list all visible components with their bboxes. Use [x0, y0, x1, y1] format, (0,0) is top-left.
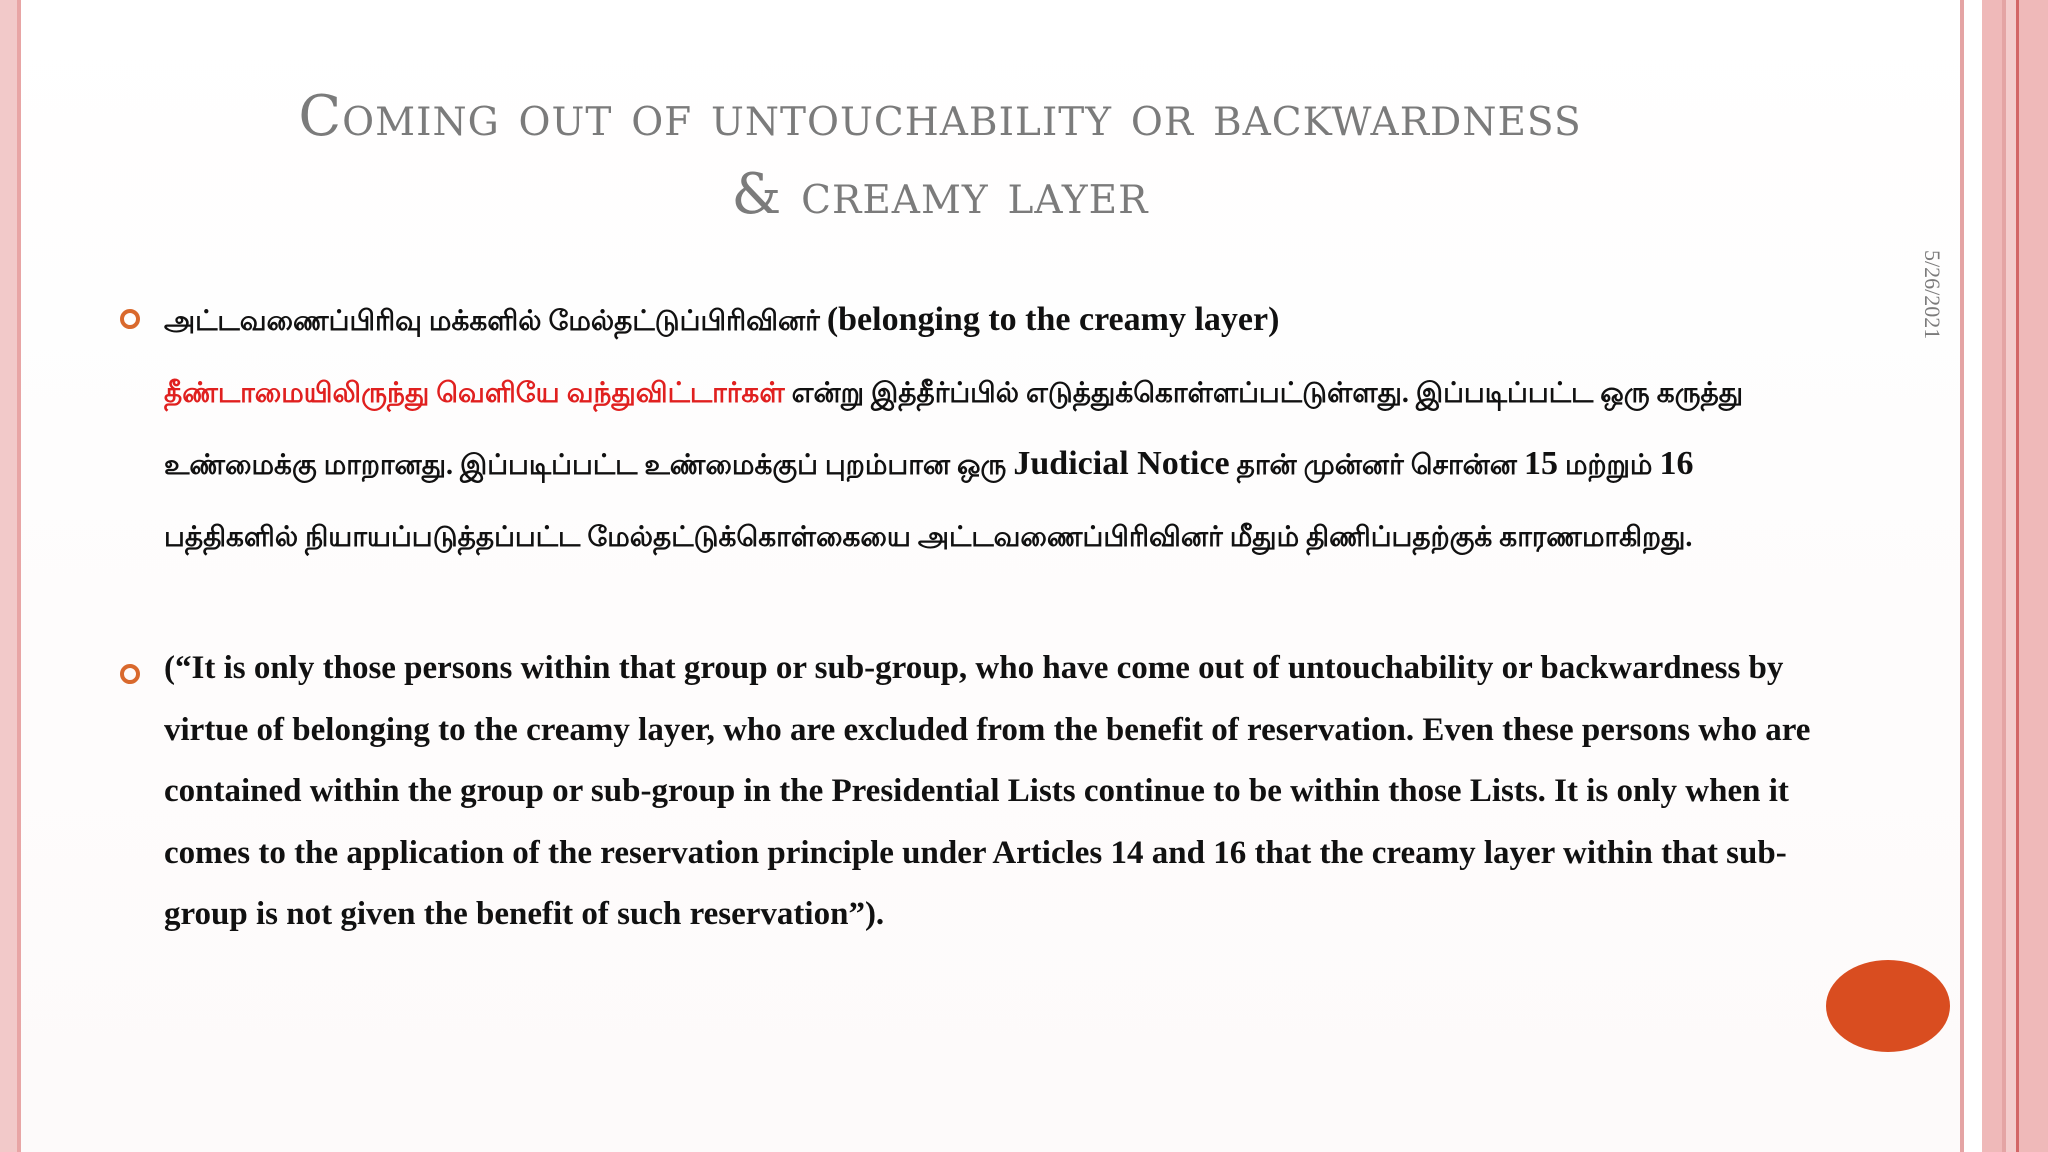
bullet-circle-icon — [120, 309, 140, 329]
slide-title-line-1: Coming out of untouchability or backwardness — [298, 84, 1582, 149]
bullet-paragraph-tamil — [164, 285, 1824, 573]
decorative-oval — [1826, 960, 1950, 1052]
tamil-text: தான் முன்னர் சொன்ன — [1229, 450, 1524, 481]
tamil-text: என்று இத்தீர்ப்பில் எடுத்துக்கொள்ளப்பட்டுள்ளது. இப்படிப்பட்ட ஒரு கருத்து உண்மைக்கு மாறானது. இப்படிப்பட்ட உண்மைக்குப் புறம்பான ஒரு — [164, 378, 1744, 481]
english-text: (belonging to the creamy layer) — [826, 301, 1280, 338]
tamil-text: மற்றும் — [1557, 450, 1660, 481]
right-stripe-band — [2006, 0, 2016, 1152]
number-text: 16 — [1659, 445, 1694, 482]
bullet-paragraph-quote: (“It is only those persons within that group or sub-group, who have come out of untouchability or backwardness by virtue of belonging to the creamy layer, who are excluded from the benefit of reservation. Even these persons who are contained within the group or sub-group in the Presidential Lists continue to be within those Lists. It is only when it comes to the application of the reservation principle under Articles 14 and 16 that the creamy layer within that sub-group is not given the benefit of such reservation”). — [164, 650, 1811, 932]
right-stripe-band — [1982, 0, 2002, 1152]
highlighted-tamil-text: தீண்டாமையிலிருந்து வெளியே வந்துவிட்டார்கள் — [164, 378, 785, 409]
left-border-line — [17, 0, 21, 1152]
right-stripe-gap — [1964, 0, 1982, 1152]
tamil-text: அட்டவணைப்பிரிவு மக்களில் மேல்தட்டுப்பிரிவினர் — [164, 306, 827, 337]
number-text: 15 — [1523, 445, 1558, 482]
right-stripe-band — [2019, 0, 2048, 1152]
slide-title — [130, 78, 1750, 234]
english-text: Judicial Notice — [1013, 445, 1230, 482]
bullet-circle-icon — [120, 664, 140, 684]
slide-date: 5/26/2021 — [1920, 250, 1945, 340]
slide-title-line-2: & creamy layer — [731, 162, 1149, 227]
left-border-stripe — [0, 0, 17, 1152]
tamil-text: பத்திகளில் நியாயப்படுத்தப்பட்ட மேல்தட்டுக்கொள்கையை அட்டவணைப்பிரிவினர் மீதும் திணிப்பதற்குக் காரணமாகிறது. — [164, 522, 1693, 553]
